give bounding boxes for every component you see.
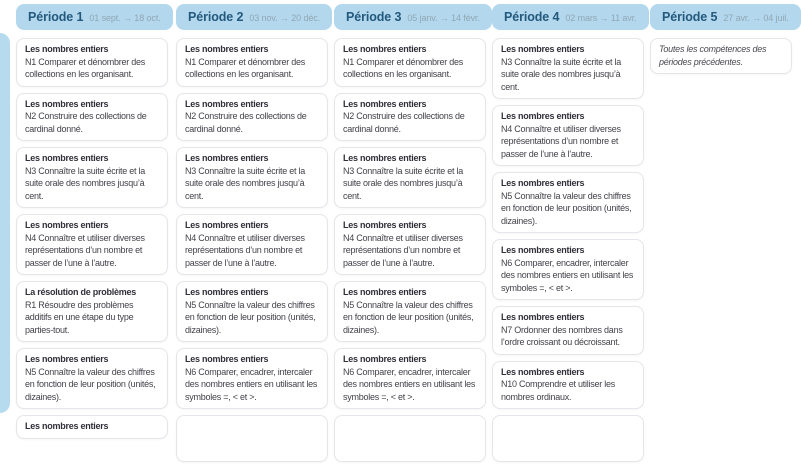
card-text: N6 Comparer, encadrer, intercaler des nombres entiers en utilisant les symboles =, < et >. — [501, 257, 634, 293]
competency-card[interactable] — [492, 38, 644, 99]
competency-card[interactable] — [334, 214, 486, 275]
card-category: Les nombres entiers — [185, 153, 269, 163]
competency-card[interactable] — [16, 214, 168, 275]
competency-card[interactable] — [492, 239, 644, 300]
card-category: Les nombres entiers — [185, 98, 269, 109]
period-dates: 01 sept. → 18 oct. — [89, 13, 161, 23]
card-text: N4 Connaître et utiliser diverses représentations d’un nombre et passer de l’une à l’autre. — [25, 232, 145, 268]
competency-card[interactable] — [650, 38, 792, 74]
column-periode-5 — [650, 4, 792, 80]
competency-card[interactable] — [16, 415, 168, 439]
period-header-pill[interactable] — [16, 4, 173, 30]
card-category: Les nombres entiers — [343, 44, 427, 54]
card-category: Les nombres entiers — [25, 421, 109, 431]
card-text: N2 Construire des collections de cardinal donné. — [25, 111, 147, 134]
period-header-pill[interactable] — [650, 4, 801, 30]
card-text: N3 Connaître la suite écrite et la suite orale des nombres jusqu’à cent. — [501, 56, 622, 92]
period-header-pill[interactable] — [176, 4, 332, 30]
card-category: Les nombres entiers — [25, 153, 109, 163]
card-text: N10 Comprendre et utiliser les nombres ordinaux. — [501, 379, 616, 402]
card-text: N3 Connaître la suite écrite et la suite orale des nombres jusqu’à cent. — [185, 165, 306, 201]
competency-card[interactable] — [334, 38, 486, 87]
card-text: Toutes les compétences des périodes précédentes. — [659, 44, 767, 67]
card-text: N4 Connaître et utiliser diverses représentations d’un nombre et passer de l’une à l’autre. — [185, 232, 305, 268]
card-category: Les nombres entiers — [343, 287, 427, 297]
column-periode-3 — [334, 4, 486, 468]
period-dates: 02 mars → 11 avr. — [565, 13, 637, 23]
period-title: Période 3 — [346, 10, 402, 24]
card-text: N5 Connaître la valeur des chiffres en fonction de leur position (unités, dizaines). — [185, 299, 316, 335]
card-category: Les nombres entiers — [25, 354, 109, 364]
competency-card[interactable] — [492, 172, 644, 233]
card-category: Les nombres entiers — [185, 287, 269, 297]
card-text: N5 Connaître la valeur des chiffres en fonction de leur position (unités, dizaines). — [501, 190, 632, 226]
card-text: N4 Connaître et utiliser diverses représentations d’un nombre et passer de l’une à l’autre. — [343, 232, 463, 268]
card-category: Les nombres entiers — [501, 245, 585, 255]
competency-card[interactable] — [16, 281, 168, 342]
card-category: Les nombres entiers — [185, 220, 269, 230]
card-text: N3 Connaître la suite écrite et la suite orale des nombres jusqu’à cent. — [343, 165, 464, 201]
card-category: Les nombres entiers — [343, 220, 427, 230]
competency-card[interactable] — [16, 93, 168, 142]
competency-card[interactable] — [492, 306, 644, 355]
period-dates: 27 avr. → 04 juil. — [723, 13, 789, 23]
card-category: Les nombres entiers — [25, 44, 109, 54]
competency-card[interactable] — [176, 214, 328, 275]
card-category: Les nombres entiers — [25, 98, 109, 109]
card-text: N6 Comparer, encadrer, intercaler des nombres entiers en utilisant les symboles =, < et >. — [343, 366, 476, 402]
competency-card[interactable] — [176, 348, 328, 409]
card-category: Les nombres entiers — [501, 366, 585, 377]
card-text: R1 Résoudre des problèmes additifs en une étape du type parties-tout. — [25, 299, 134, 335]
competency-card[interactable] — [334, 147, 486, 208]
card-text: N3 Connaître la suite écrite et la suite orale des nombres jusqu’à cent. — [25, 165, 146, 201]
competency-card[interactable] — [16, 147, 168, 208]
competency-card[interactable] — [334, 415, 486, 462]
card-text: N5 Connaître la valeur des chiffres en fonction de leur position (unités, dizaines). — [25, 366, 156, 402]
period-header-pill[interactable] — [492, 4, 649, 30]
period-title: Période 1 — [28, 10, 84, 24]
card-category: Les nombres entiers — [185, 44, 269, 54]
card-text: N1 Comparer et dénombrer des collections en les organisant. — [185, 56, 306, 79]
competency-card[interactable] — [176, 38, 328, 87]
card-text: N4 Connaître et utiliser diverses représentations d’un nombre et passer de l’une à l’autre. — [501, 123, 621, 159]
card-text: N1 Comparer et dénombrer des collections en les organisant. — [25, 56, 146, 79]
card-category: Les nombres entiers — [501, 44, 585, 54]
column-periode-1 — [16, 4, 168, 445]
competency-card[interactable] — [176, 415, 328, 462]
competency-card[interactable] — [334, 348, 486, 409]
card-category: Les nombres entiers — [25, 220, 109, 230]
card-text: N6 Comparer, encadrer, intercaler des nombres entiers en utilisant les symboles =, < et >. — [185, 366, 318, 402]
column-periode-2 — [176, 4, 328, 468]
card-category: Les nombres entiers — [343, 98, 427, 109]
period-dates: 03 nov. → 20 déc. — [249, 13, 321, 23]
competency-card[interactable] — [334, 281, 486, 342]
card-category: Les nombres entiers — [343, 153, 427, 163]
competency-card[interactable] — [334, 93, 486, 142]
card-text: N5 Connaître la valeur des chiffres en fonction de leur position (unités, dizaines). — [343, 299, 474, 335]
period-title: Période 4 — [504, 10, 560, 24]
card-text: N7 Ordonner des nombres dans l’ordre croissant ou décroissant. — [501, 324, 623, 347]
period-header-pill[interactable] — [334, 4, 492, 30]
card-category: Les nombres entiers — [501, 111, 585, 121]
card-category: La résolution de problèmes — [25, 287, 137, 297]
period-title: Période 2 — [188, 10, 244, 24]
period-dates: 05 janv. → 14 févr. — [407, 13, 480, 23]
competency-card[interactable] — [16, 348, 168, 409]
competency-card[interactable] — [492, 415, 644, 462]
competency-card[interactable] — [16, 38, 168, 87]
period-title: Période 5 — [662, 10, 718, 24]
card-category: Les nombres entiers — [343, 354, 427, 364]
competency-card[interactable] — [176, 93, 328, 142]
competency-card[interactable] — [492, 361, 644, 410]
competency-card[interactable] — [176, 147, 328, 208]
competency-card[interactable] — [176, 281, 328, 342]
card-text: N2 Construire des collections de cardinal donné. — [185, 111, 307, 134]
card-text: N1 Comparer et dénombrer des collections en les organisant. — [343, 56, 464, 79]
card-category: Les nombres entiers — [501, 178, 585, 188]
card-text: N2 Construire des collections de cardinal donné. — [343, 111, 465, 134]
previous-column-edge — [0, 33, 10, 413]
column-periode-4 — [492, 4, 644, 468]
card-category: Les nombres entiers — [501, 312, 585, 322]
competency-card[interactable] — [492, 105, 644, 166]
card-category: Les nombres entiers — [185, 354, 269, 364]
